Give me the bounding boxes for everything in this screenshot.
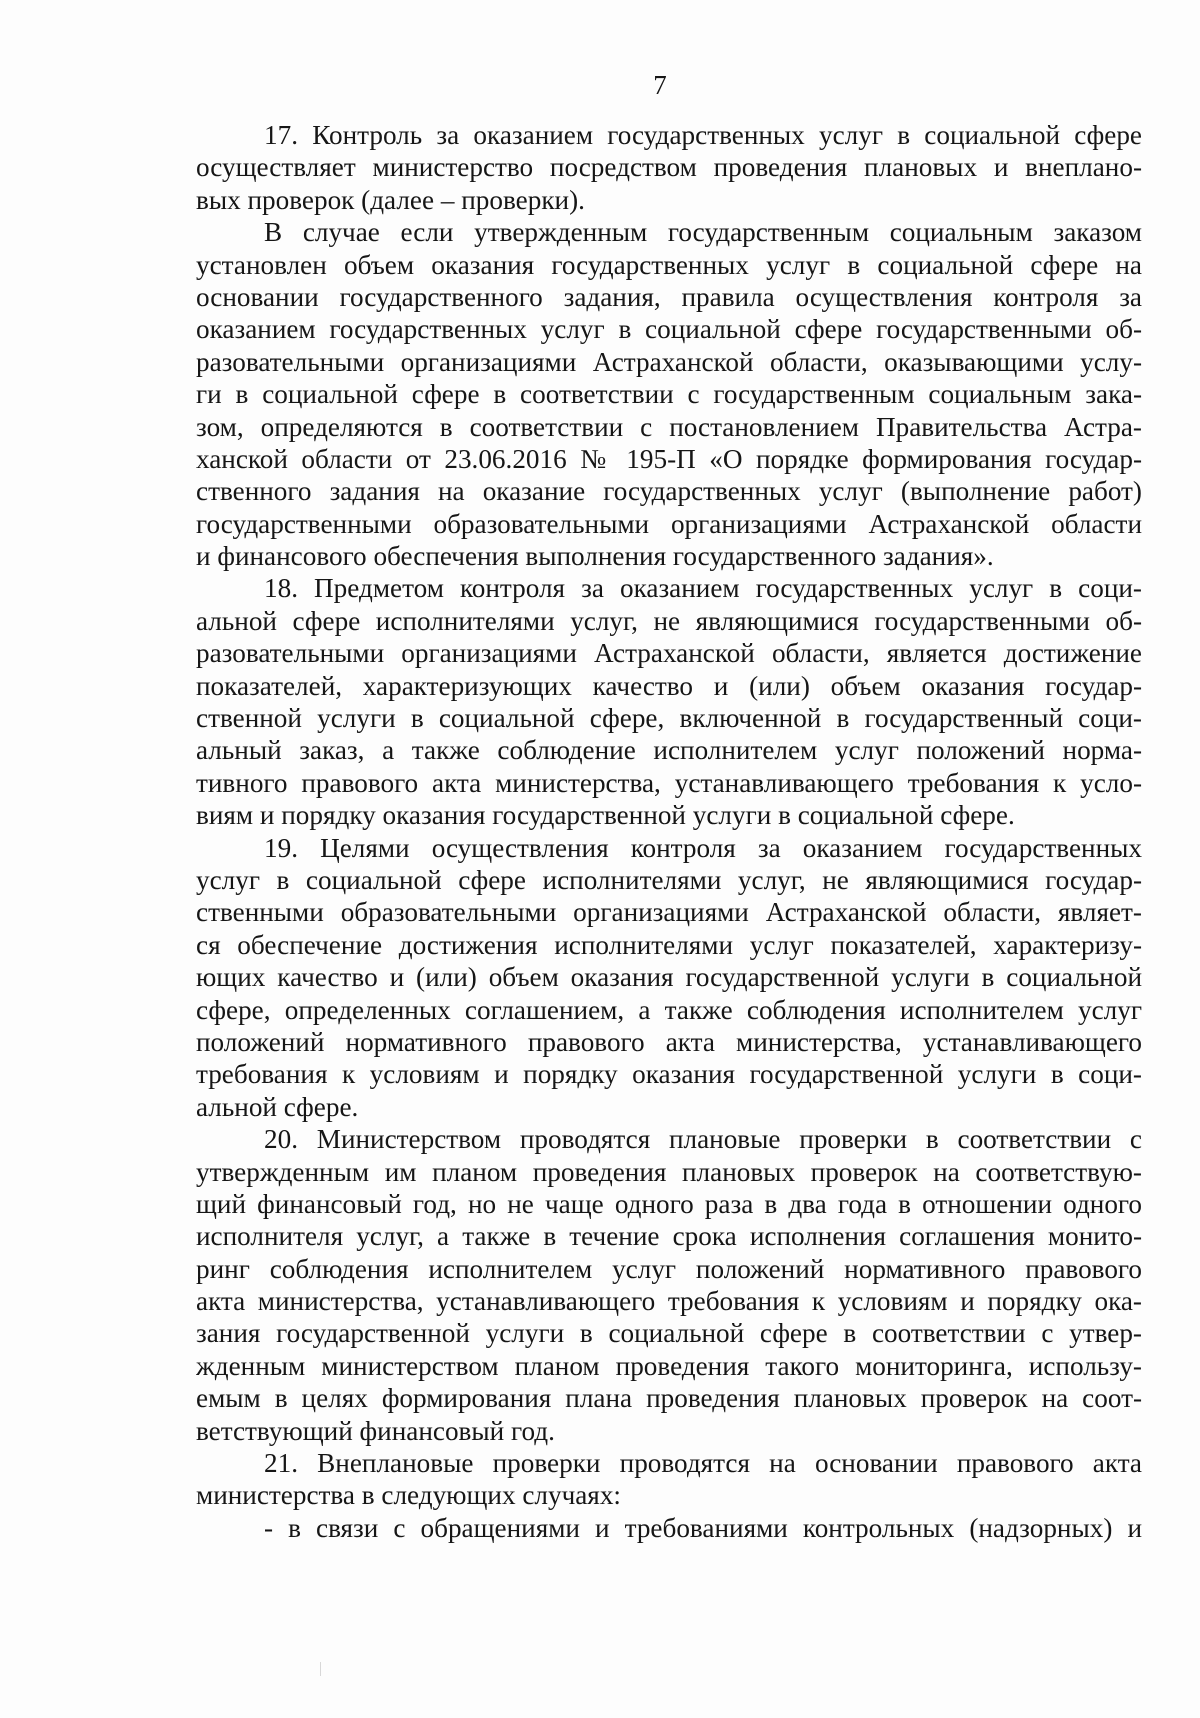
text-line: разовательными организациями Астраханской области, является достижение bbox=[196, 638, 1142, 669]
text-line: жденным министерством планом проведения такого мониторинга, использу- bbox=[196, 1350, 1142, 1381]
text-line: министерства в следующих случаях: bbox=[196, 1480, 621, 1511]
text-line: альной сфере. bbox=[196, 1091, 359, 1122]
text-line: В случае если утвержденным государственным социальным заказом bbox=[264, 217, 1142, 248]
text-line: государственными образовательными организациями Астраханской области bbox=[196, 508, 1142, 539]
text-line: зания государственной услуги в социальной сфере в соответствии с утвер- bbox=[196, 1318, 1142, 1349]
text-line: и финансового обеспечения выполнения государственного задания». bbox=[196, 541, 994, 572]
text-line: виям и порядку оказания государственной услуги в социальной сфере. bbox=[196, 800, 1015, 831]
text-line: ющих качество и (или) объем оказания государственной услуги в социальной bbox=[196, 962, 1142, 993]
text-line: ственной услуги в социальной сфере, включенной в государственный соци- bbox=[196, 703, 1142, 734]
text-line: ханской области от 23.06.2016 № 195-П «О порядке формирования государ- bbox=[196, 443, 1142, 474]
text-line: услуг в социальной сфере исполнителями услуг, не являющимися государ- bbox=[196, 864, 1142, 895]
text-line: показателей, характеризующих качество и (или) объем оказания государ- bbox=[196, 670, 1142, 701]
page-number: 7 bbox=[653, 70, 667, 100]
text-line: ринг соблюдения исполнителем услуг положений нормативного правового bbox=[196, 1253, 1142, 1284]
text-line: 21. Внеплановые проверки проводятся на основании правового акта bbox=[264, 1448, 1142, 1479]
text-line: сфере, определенных соглашением, а также соблюдения исполнителем услуг bbox=[196, 994, 1142, 1025]
text-line: ветствующий финансовый год. bbox=[196, 1415, 555, 1446]
text-line: основании государственного задания, правила осуществления контроля за bbox=[196, 281, 1142, 312]
text-line: щий финансовый год, но не чаще одного раза в два года в отношении одного bbox=[196, 1188, 1142, 1219]
text-line: тивного правового акта министерства, устанавливающего требования к усло- bbox=[196, 767, 1142, 798]
text-line: требования к условиям и порядку оказания государственной услуги в соци- bbox=[196, 1059, 1142, 1090]
text-line: положений нормативного правового акта министерства, устанавливающего bbox=[196, 1026, 1142, 1057]
text-line: оказанием государственных услуг в социальной сфере государственными об- bbox=[196, 314, 1142, 345]
text-line: утвержденным им планом проведения плановых проверок на соответствую- bbox=[196, 1156, 1142, 1187]
text-line: разовательными организациями Астраханской области, оказывающими услу- bbox=[196, 346, 1142, 377]
text-line: осуществляет министерство посредством проведения плановых и внеплано- bbox=[196, 152, 1142, 183]
text-line: 20. Министерством проводятся плановые проверки в соответствии с bbox=[264, 1124, 1142, 1155]
text-line: акта министерства, устанавливающего требования к условиям и порядку ока- bbox=[196, 1286, 1142, 1317]
text-line: установлен объем оказания государственных услуг в социальной сфере на bbox=[196, 249, 1142, 280]
scan-mark bbox=[320, 1662, 321, 1676]
text-line: вых проверок (далее – проверки). bbox=[196, 184, 585, 215]
document-body bbox=[196, 119, 1142, 1544]
text-line: ственного задания на оказание государственных услуг (выполнение работ) bbox=[196, 476, 1142, 507]
text-line: ся обеспечение достижения исполнителями услуг показателей, характеризу- bbox=[196, 929, 1142, 960]
text-line: альной сфере исполнителями услуг, не являющимися государственными об- bbox=[196, 605, 1142, 636]
text-line: ги в социальной сфере в соответствии с государственным социальным зака- bbox=[196, 379, 1142, 410]
text-line: - в связи с обращениями и требованиями контрольных (надзорных) и bbox=[264, 1512, 1142, 1543]
text-line: исполнителя услуг, а также в течение срока исполнения соглашения монито- bbox=[196, 1221, 1142, 1252]
text-line: 17. Контроль за оказанием государственных услуг в социальной сфере bbox=[264, 120, 1142, 150]
text-line: альный заказ, а также соблюдение исполнителем услуг положений норма- bbox=[196, 735, 1142, 766]
text-line: 18. Предметом контроля за оказанием государственных услуг в соци- bbox=[264, 573, 1142, 604]
text-line: 19. Целями осуществления контроля за оказанием государственных bbox=[264, 832, 1142, 863]
text-line: ственными образовательными организациями Астраханской области, являет- bbox=[196, 897, 1142, 928]
text-line: зом, определяются в соответствии с постановлением Правительства Астра- bbox=[196, 411, 1142, 442]
text-line: емым в целях формирования плана проведения плановых проверок на соот- bbox=[196, 1383, 1142, 1414]
